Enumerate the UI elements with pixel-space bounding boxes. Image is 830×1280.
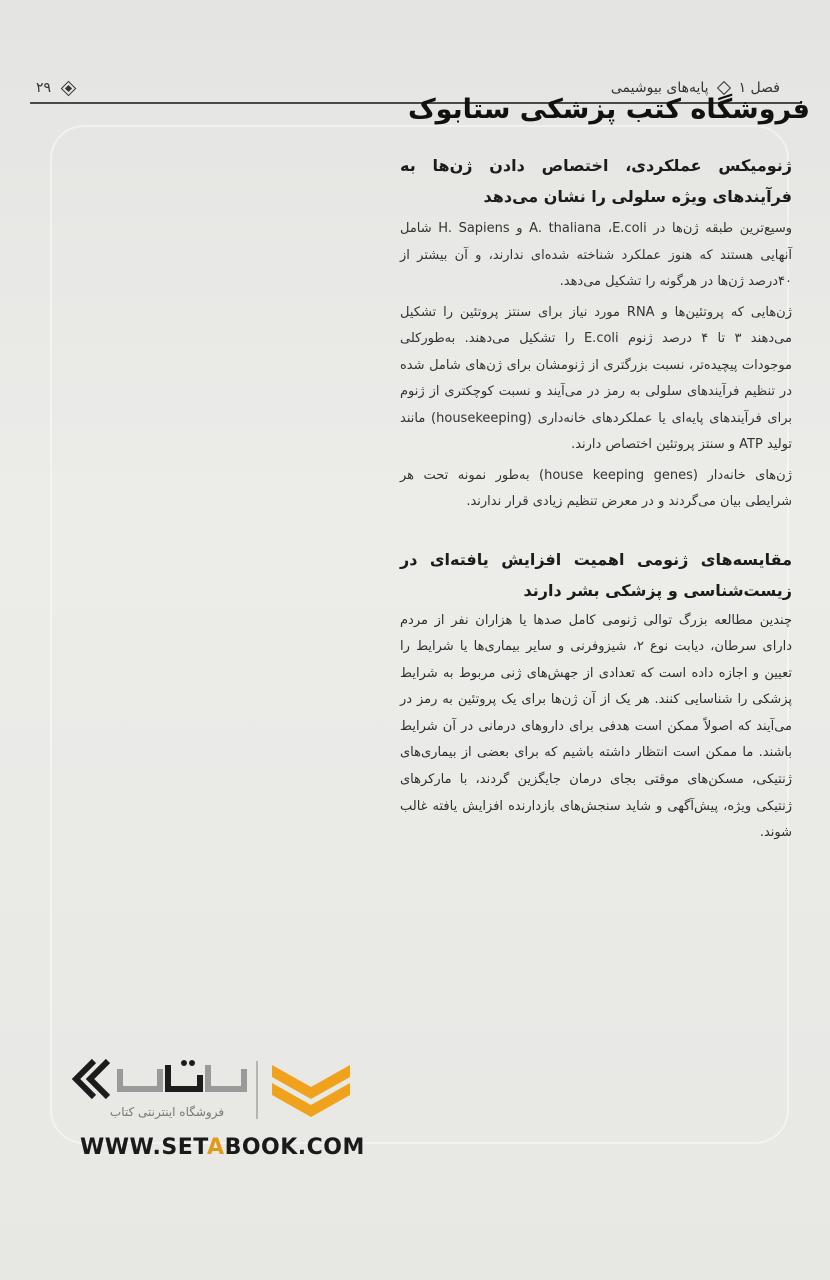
- store-title-overlay: فروشگاه کتب پزشکی ستابوک: [407, 94, 810, 125]
- diamond-icon: [717, 81, 731, 95]
- url-accent-letter: A: [207, 1135, 225, 1160]
- url-part: WWW.SET: [80, 1135, 208, 1160]
- logo-divider: [256, 1061, 258, 1119]
- section-heading: مقایسه‌های ژنومی اهمیت افزایش یافته‌ای در زیست‌شناسی و پزشکی بشر دارند: [400, 549, 792, 600]
- book-title: پایه‌های بیوشیمی: [610, 80, 709, 96]
- section-genome-comparison: [400, 544, 792, 847]
- logo-tagline: فروشگاه اینترنتی کتاب: [109, 1105, 225, 1119]
- section-heading: ژنومیکس عملکردی، اختصاص دادن ژن‌ها به فرآیندهای ویژه سلولی را نشان می‌دهد: [400, 156, 792, 206]
- setabook-logo: [68, 1055, 365, 1165]
- paragraph: ژن‌های خانه‌دار (house keeping genes) به‌طور نمونه تحت هر شرایطی بیان می‌گردند و در معرض تنظیم زیادی قرار ندارند.: [400, 467, 792, 509]
- chapter-label: فصل ۱: [738, 80, 780, 96]
- website-url: [80, 1135, 365, 1160]
- section-functional-genomics: [400, 150, 792, 516]
- setabook-wordmark: [68, 1055, 253, 1105]
- page-number: ۲۹: [36, 80, 52, 96]
- text-column: [400, 150, 792, 851]
- paragraph: وسیع‌ترین طبقه ژن‌ها در A. thaliana ،E.coli و H. Sapiens شامل آنهایی هستند که هنوز عملکرد شناخته شده‌ای ندارند، و آن بیشتر از ۴۰درصد ژن‌ها در هرگونه را تشکیل می‌دهد.: [400, 221, 793, 289]
- paragraph: ژن‌هایی که پروتئین‌ها و RNA مورد نیاز برای سنتز پروتئین را تشکیل می‌دهند ۳ تا ۴ درصد ژنوم E.coli را تشکیل می‌دهند. به‌طورکلی موجودات پیچیده‌تر، نسبت بزرگتری از ژنومشان برای ژن‌های شامل شده در تنظیم فرآیندهای سلولی به رمز در می‌آیند و نسبت کوچکتری از ژنوم برای فرآیندهای پایه‌ای یا عملکردهای خانه‌داری (housekeeping) مانند تولید ATP و سنتز پروتئین اختصاص دارند.: [400, 304, 792, 452]
- paragraph: چندین مطالعه بزرگ توالی ژنومی کامل صدها یا هزاران نفر از مردم دارای سرطان، دیابت نوع ۲، شیزوفرنی و سایر بیماری‌ها یا شرایط را تعیین و اجازه داده است که تعدادی از جهش‌های ژنی مربوط به شرایط پزشکی را شناسایی کنند. هر یک از آن ژن‌ها برای یک پروتئین به رمز در می‌آیند که اصولاً ممکن است هدفی برای داروهای درمانی در آن شرایط باشند. ما ممکن است انتظار داشته باشیم که برای بعضی از بیماری‌های ژنتیکی، مسکن‌های موقتی بجای درمان جایگزین گردند، با مارکرهای ژنتیکی ویژه، پیش‌آگهی و شاید سنجش‌های بازدارنده افزایش یافته غالب شوند.: [400, 612, 792, 841]
- book-chevron-icon: [268, 1057, 354, 1127]
- url-part: BOOK.COM: [224, 1135, 365, 1160]
- filled-diamond-icon: [61, 80, 77, 96]
